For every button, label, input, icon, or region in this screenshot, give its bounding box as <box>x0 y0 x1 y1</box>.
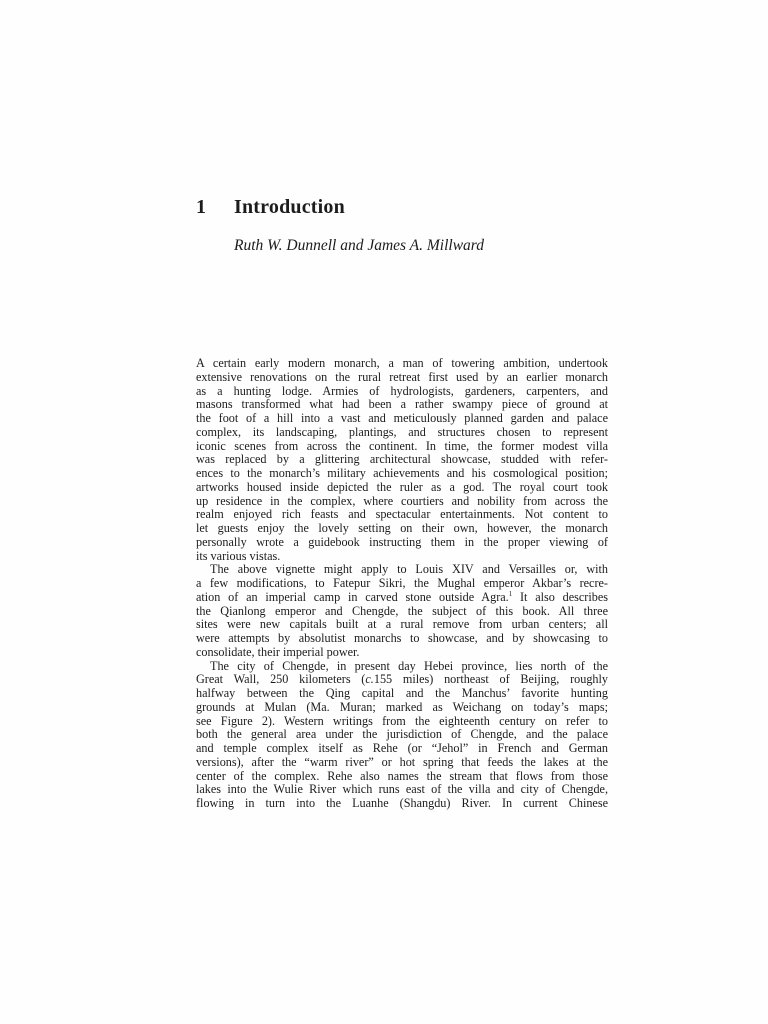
text-line: personally wrote a guidebook instructing them in the proper viewing of <box>196 535 608 549</box>
text-line: was replaced by a glittering architectural showcase, studded with refer- <box>196 453 608 467</box>
chapter-title: Introduction <box>234 196 345 218</box>
text-line: and temple complex itself as Rehe (or “Jehol” in French and German <box>196 742 608 755</box>
text-line: a few modifications, to Fatepur Sikri, the Mughal emperor Akbar’s recre- <box>196 577 608 590</box>
text-line: The city of Chengde, in present day Hebei province, lies north of the <box>210 659 608 673</box>
text-segment: ation of an imperial camp in carved stone outside Agra. <box>196 590 509 604</box>
text-line: flowing in turn into the Luanhe (Shangdu) River. In current Chinese <box>196 797 608 810</box>
text-line: sites were new capitals built at a rural remove from urban centers; all <box>196 618 608 632</box>
text-line: up residence in the complex, where courtiers and nobility from across the <box>196 494 608 508</box>
text-line: iconic scenes from across the continent. In time, the former modest villa <box>196 439 608 453</box>
chapter-number: 1 <box>196 196 207 218</box>
text-segment: 155 miles) northeast of Beijing, roughly <box>373 673 608 687</box>
text-segment: It also describes <box>512 590 608 604</box>
footnote-mark[interactable]: 1 <box>508 590 513 598</box>
text-line: lakes into the Wulie River which runs east of the villa and city of Chengde, <box>196 783 608 797</box>
chapter-heading <box>196 196 345 219</box>
text-line: versions), after the “warm river” or hot spring that feeds the lakes at the <box>196 755 608 769</box>
text-segment: Great Wall, 250 kilometers ( <box>196 673 366 687</box>
paragraph-2 <box>196 563 608 659</box>
text-line: A certain early modern monarch, a man of towering ambition, undertook <box>196 357 608 370</box>
paragraph-1 <box>196 357 608 563</box>
text-line: as a hunting lodge. Armies of hydrologists, gardeners, carpenters, and <box>196 384 608 398</box>
text-line <box>196 591 608 605</box>
text-line: halfway between the Qing capital and the Manchus’ favorite hunting <box>196 687 608 700</box>
text-line: center of the complex. Rehe also names the stream that flows from those <box>196 769 608 783</box>
text-line: both the general area under the jurisdiction of Chengde, and the palace <box>196 728 608 742</box>
text-line: artworks housed inside depicted the ruler as a god. The royal court took <box>196 480 608 494</box>
text-line: were attempts by absolutist monarchs to showcase, and by showcasing to <box>196 632 608 645</box>
text-line: see Figure 2). Western writings from the eighteenth century on refer to <box>196 714 608 728</box>
chapter-body <box>196 357 608 811</box>
text-line: let guests enjoy the lovely setting on their own, however, the monarch <box>196 522 608 535</box>
text-line: grounds at Mulan (Ma. Muran; marked as Weichang on today’s maps; <box>196 700 608 714</box>
chapter-authors: Ruth W. Dunnell and James A. Millward <box>234 237 484 254</box>
text-line: the foot of a hill into a vast and meticulously planned garden and palace <box>196 412 608 425</box>
text-line: consolidate, their imperial power. <box>196 645 360 659</box>
text-line: masons transformed what had been a rather swampy piece of ground at <box>196 398 608 412</box>
text-line: ences to the monarch’s military achievements and his cosmological position; <box>196 467 608 480</box>
text-line: complex, its landscaping, plantings, and structures chosen to represent <box>196 425 608 439</box>
text-line <box>196 673 608 687</box>
text-line: its various vistas. <box>196 549 281 563</box>
text-line: The above vignette might apply to Louis XIV and Versailles or, with <box>210 563 608 577</box>
paragraph-3 <box>196 660 608 811</box>
text-line: extensive renovations on the rural retreat first used by an earlier monarch <box>196 370 608 384</box>
text-italic: c. <box>365 673 374 687</box>
text-line: the Qianlong emperor and Chengde, the subject of this book. All three <box>196 604 608 618</box>
text-line: realm enjoyed rich feasts and spectacular entertainments. Not content to <box>196 508 608 522</box>
